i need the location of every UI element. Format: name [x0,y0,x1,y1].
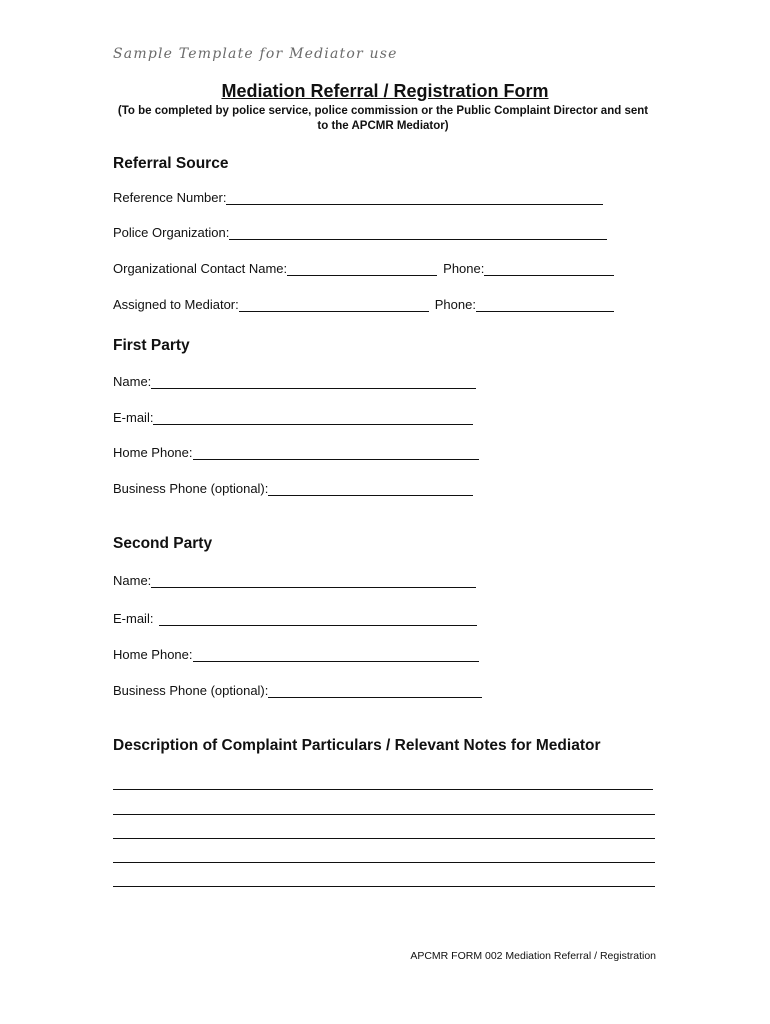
second-party-business-phone-label: Business Phone (optional): [113,683,269,698]
description-heading: Description of Complaint Particulars / Relevant Notes for Mediator [113,737,601,754]
first-party-business-phone-field[interactable] [268,481,473,496]
first-party-name-field[interactable] [151,374,476,389]
form-subtitle: (To be completed by police service, police commission or the Public Complaint Director and sent to the APCMR Mediator) [117,105,649,132]
second-party-home-phone-field[interactable] [193,647,479,662]
second-party-email-field[interactable] [159,611,477,626]
second-party-home-phone-label: Home Phone: [113,647,193,662]
first-party-email-field[interactable] [153,410,473,425]
org-contact-field[interactable] [287,261,437,276]
notes-line[interactable] [113,814,655,815]
first-party-email-row [113,410,473,430]
first-party-home-phone-row [113,445,479,465]
form-title: Mediation Referral / Registration Form [221,81,549,101]
first-party-business-phone-row [113,481,473,501]
assigned-mediator-row [113,297,614,317]
org-contact-phone-field[interactable] [484,261,614,276]
second-party-business-phone-row [113,683,482,703]
notes-line[interactable] [113,886,655,887]
first-party-name-row [113,374,476,394]
assigned-mediator-phone-label: Phone: [434,297,476,312]
second-party-home-phone-row [113,647,479,667]
template-note: Sample Template for Mediator use [113,46,398,62]
first-party-email-label: E-mail: [113,410,154,425]
second-party-name-row [113,573,476,593]
form-footer: APCMR FORM 002 Mediation Referral / Registration [410,950,656,962]
notes-line[interactable] [113,862,655,863]
second-party-name-label: Name: [113,573,152,588]
first-party-heading: First Party [113,337,190,354]
org-contact-phone-label: Phone: [443,261,485,276]
first-party-name-label: Name: [113,374,152,389]
reference-number-row [113,190,603,210]
assigned-mediator-label: Assigned to Mediator: [113,297,239,312]
assigned-mediator-field[interactable] [239,297,429,312]
first-party-business-phone-label: Business Phone (optional): [113,481,269,496]
org-contact-row [113,261,614,281]
second-party-business-phone-field[interactable] [268,683,482,698]
second-party-email-row [113,611,477,631]
police-organization-row [113,225,607,245]
second-party-name-field[interactable] [151,573,476,588]
police-organization-label: Police Organization: [113,225,230,240]
assigned-mediator-phone-field[interactable] [476,297,614,312]
police-organization-field[interactable] [229,225,607,240]
notes-line[interactable] [113,838,655,839]
referral-source-heading: Referral Source [113,155,229,172]
notes-line[interactable] [113,789,609,790]
org-contact-label: Organizational Contact Name: [113,261,288,276]
second-party-heading: Second Party [113,535,213,552]
reference-number-label: Reference Number: [113,190,227,205]
first-party-home-phone-label: Home Phone: [113,445,193,460]
first-party-home-phone-field[interactable] [193,445,479,460]
reference-number-field[interactable] [226,190,603,205]
second-party-email-label: E-mail: [113,611,154,626]
notes-line-stub [609,789,653,790]
